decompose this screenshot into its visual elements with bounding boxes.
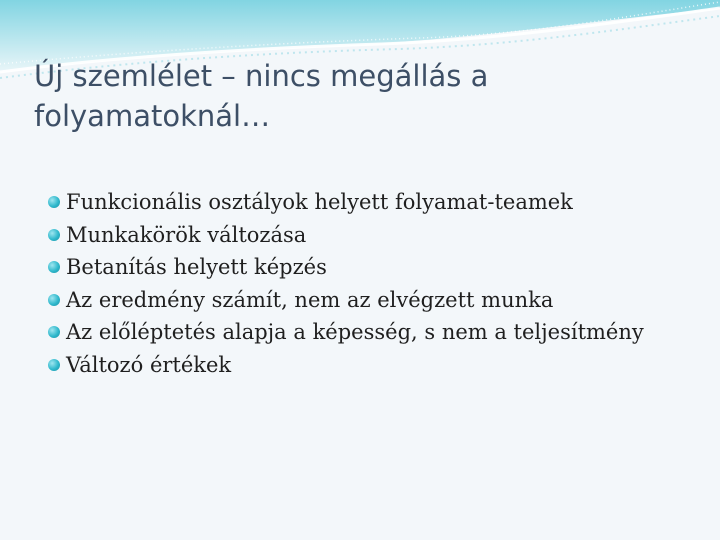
bullet-text: Munkakörök változása bbox=[66, 222, 307, 247]
list-item bbox=[48, 251, 644, 284]
bullet-text: Betanítás helyett képzés bbox=[66, 255, 327, 279]
bullet-icon bbox=[48, 229, 60, 241]
bullet-icon bbox=[48, 326, 60, 338]
bullet-text: Funkcionális osztályok helyett folyamat-teamek bbox=[66, 190, 573, 214]
bullet-text: Az előléptetés alapja a képesség, s nem a teljesítmény bbox=[66, 320, 644, 344]
slide-title: Új szemlélet – nincs megállás a folyamatoknál… bbox=[34, 59, 489, 133]
bullet-icon bbox=[48, 261, 60, 273]
list-item bbox=[48, 349, 644, 382]
bullet-text: Változó értékek bbox=[66, 352, 232, 377]
list-item bbox=[48, 284, 644, 317]
bullet-text: Az eredmény számít, nem az elvégzett munka bbox=[66, 287, 554, 312]
bullet-icon bbox=[48, 359, 60, 371]
list-item bbox=[48, 316, 644, 349]
list-item bbox=[48, 219, 644, 252]
bullet-icon bbox=[48, 196, 60, 208]
bullet-icon bbox=[48, 294, 60, 306]
bullet-list bbox=[48, 186, 644, 381]
list-item bbox=[48, 186, 644, 219]
